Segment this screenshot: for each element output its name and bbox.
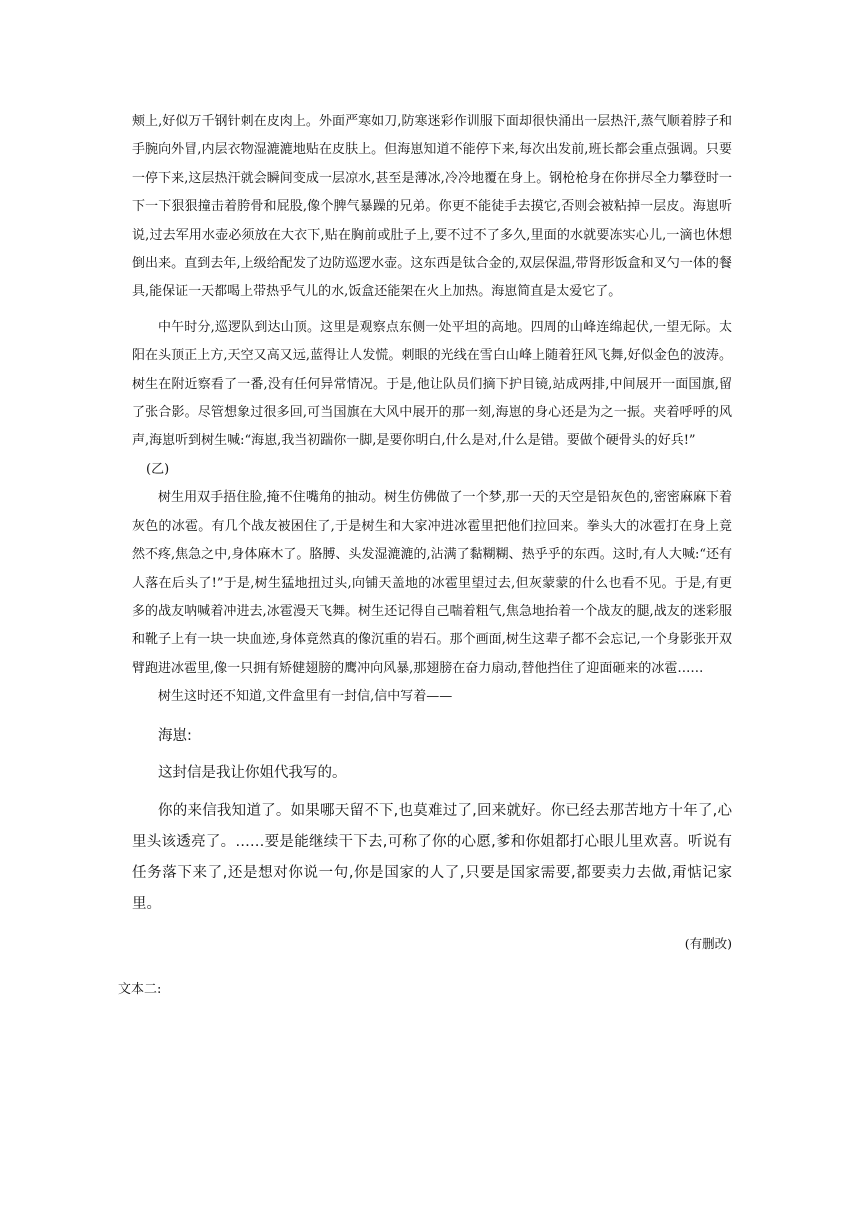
letter-line-1: 这封信是我让你姐代我写的。 <box>158 764 347 781</box>
paragraph-4: 树生这时还不知道,文件盒里有一封信,信中写着—— <box>158 689 453 705</box>
paragraph-3: 树生用双手捂住脸,掩不住嘴角的抽动。树生仿佛做了一个梦,那一天的天空是铅灰色的,密密麻麻下着灰色的冰雹。有几个战友被困住了,于是树生和大家冲进冰雹里把他们拉回来。拳头大的冰雹打在身上竟然不疼,焦急之中,身体麻木了。胳膊、头发湿漉漉的,沾满了黏糊糊、热乎乎的东西。这时,有人大喊:“还有人落在后头了!”于是,树生猛地扭过头,向铺天盖地的冰雹里望过去,但灰蒙蒙的什么也看不见。于是,有更多的战友呐喊着冲进去,冰雹漫天飞舞。树生还记得自己喘着粗气,焦急地抬着一个战友的腿,战友的迷彩服和靴子上有一块一块血迹,身体竟然真的像沉重的岩石。那个画面,树生这辈子都不会忘记,一个身影张开双臂跑进冰雹里,像一只拥有矫健翅膀的鹰冲向风暴,那翅膀在奋力扇动,替他挡住了迎面砸来的冰雹…… <box>132 490 732 676</box>
paragraph-2: 中午时分,巡逻队到达山顶。这里是观察点东侧一处平坦的高地。四周的山峰连绵起伏,一望无际。太阳在头顶正上方,天空又高又远,蓝得让人发慌。刺眼的光线在雪白山峰上随着狂风飞舞,好似金色的波涛。树生在附近察看了一番,没有任何异常情况。于是,他让队员们摘下护目镜,站成两排,中间展开一面国旗,留了张合影。尽管想象过很多回,可当国旗在大风中展开的那一刻,海崽的身心还是为之一振。夹着呼呼的风声,海崽听到树生喊:“海崽,我当初踹你一脚,是要你明白,什么是对,什么是错。要做个硬骨头的好兵!” <box>132 319 732 449</box>
paragraph-1: 颊上,好似万千钢针刺在皮肉上。外面严寒如刀,防寒迷彩作训服下面却很快涌出一层热汗,蒸气顺着脖子和手腕向外冒,内层衣物湿漉漉地贴在皮肤上。但海崽知道不能停下来,每次出发前,班长都会重点强调。只要一停下来,这层热汗就会瞬间变成一层凉水,甚至是薄冰,冷冷地覆在身上。钢枪枪身在你拼尽全力攀登时一下一下狠狠撞击着胯骨和屁股,像个脾气暴躁的兄弟。你更不能徒手去摸它,否则会被粘掉一层皮。海崽听说,过去军用水壶必须放在大衣下,贴在胸前或肚子上,要不过不了多久,里面的水就要冻实心儿,一滴也休想倒出来。直到去年,上级给配发了边防巡逻水壶。这东西是钛合金的,双层保温,带肾形饭盒和叉勺一体的餐具,能保证一天都喝上带热乎气儿的水,饭盒还能架在火上加热。海崽简直是太爱它了。 <box>132 114 732 300</box>
edit-note: (有删改) <box>684 935 732 951</box>
document-page <box>118 108 732 1004</box>
part-label-yi: (乙) <box>146 461 170 477</box>
letter-salutation: 海崽: <box>158 727 192 744</box>
section-label-text-two: 文本二: <box>118 981 162 997</box>
letter-body: 你的来信我知道了。如果哪天留不下,也莫难过了,回来就好。你已经去那苦地方十年了,心里头该透亮了。……要是能继续干下去,可称了你的心愿,爹和你姐都打心眼儿里欢喜。听说有任务落下来了,还是想对你说一句,你是国家的人了,只要是国家需要,都要卖力去做,甭惦记家里。 <box>132 802 732 912</box>
